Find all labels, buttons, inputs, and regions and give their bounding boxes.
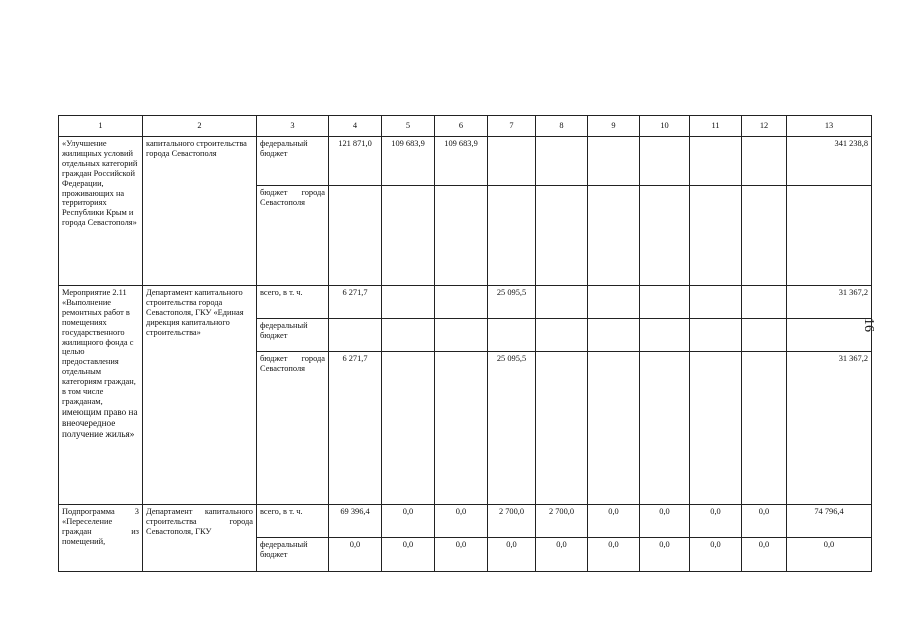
- column-header: 12: [742, 116, 787, 137]
- value-cell: 0,0: [382, 538, 435, 572]
- value-cell: 0,0: [640, 538, 690, 572]
- column-header: 3: [257, 116, 329, 137]
- budget-table: [58, 115, 872, 572]
- column-header: 8: [536, 116, 588, 137]
- value-cell: 0,0: [690, 505, 742, 538]
- value-cell: [382, 352, 435, 505]
- column-header: 13: [787, 116, 872, 137]
- table-row: [59, 137, 872, 186]
- value-cell: [588, 137, 640, 186]
- value-cell: [536, 137, 588, 186]
- value-cell: [640, 352, 690, 505]
- value-cell: 25 095,5: [488, 352, 536, 505]
- total-cell: [787, 319, 872, 352]
- total-cell: 341 238,8: [787, 137, 872, 186]
- value-cell: [690, 186, 742, 286]
- value-cell: [640, 137, 690, 186]
- column-header: 4: [329, 116, 382, 137]
- column-header: 5: [382, 116, 435, 137]
- value-cell: 2 700,0: [536, 505, 588, 538]
- value-cell: [536, 352, 588, 505]
- value-cell: [742, 286, 787, 319]
- value-cell: [742, 352, 787, 505]
- measure-name-cell: Подпрограмма 3 «Переселение граждан из помещений,: [59, 505, 143, 572]
- value-cell: 0,0: [588, 538, 640, 572]
- executor-cell: капитального строительства города Севастополя: [143, 137, 257, 286]
- value-cell: [435, 186, 488, 286]
- total-cell: 74 796,4: [787, 505, 872, 538]
- value-cell: [588, 352, 640, 505]
- column-header: 9: [588, 116, 640, 137]
- value-cell: 25 095,5: [488, 286, 536, 319]
- value-cell: [435, 319, 488, 352]
- value-cell: [329, 186, 382, 286]
- funding-source-cell: федеральный бюджет: [257, 137, 329, 186]
- value-cell: [488, 186, 536, 286]
- value-cell: 0,0: [488, 538, 536, 572]
- value-cell: [640, 286, 690, 319]
- value-cell: 0,0: [588, 505, 640, 538]
- value-cell: 6 271,7: [329, 352, 382, 505]
- value-cell: 0,0: [640, 505, 690, 538]
- value-cell: [588, 319, 640, 352]
- funding-source-cell: бюджет города Севастополя: [257, 186, 329, 286]
- value-cell: 109 683,9: [435, 137, 488, 186]
- funding-source-cell: бюджет города Севастополя: [257, 352, 329, 505]
- value-cell: [640, 186, 690, 286]
- value-cell: 0,0: [742, 538, 787, 572]
- value-cell: [690, 319, 742, 352]
- measure-name-text-tail: имеющим право на внеочередное получение жилья»: [62, 406, 138, 439]
- value-cell: [536, 286, 588, 319]
- value-cell: [488, 319, 536, 352]
- value-cell: [640, 319, 690, 352]
- value-cell: 0,0: [329, 538, 382, 572]
- value-cell: [329, 319, 382, 352]
- value-cell: [382, 286, 435, 319]
- measure-name-text: Мероприятие 2.11 «Выполнение ремонтных работ в помещениях государственного жилищного фонда с целью предоставления отдельным категориям граждан, в том числе гражданам,: [62, 288, 136, 406]
- table-row: [59, 505, 872, 538]
- value-cell: 6 271,7: [329, 286, 382, 319]
- value-cell: [690, 352, 742, 505]
- value-cell: [536, 319, 588, 352]
- column-header: 11: [690, 116, 742, 137]
- column-header: 2: [143, 116, 257, 137]
- total-cell: 0,0: [787, 538, 872, 572]
- value-cell: [588, 186, 640, 286]
- value-cell: 121 871,0: [329, 137, 382, 186]
- column-header: 10: [640, 116, 690, 137]
- executor-cell: Департамент капитального строительства города Севастополя, ГКУ: [143, 505, 257, 572]
- executor-cell: Департамент капитального строительства города Севастополя, ГКУ «Единая дирекция капитального строительства»: [143, 286, 257, 505]
- value-cell: [488, 137, 536, 186]
- table-header-row: [59, 116, 872, 137]
- value-cell: 0,0: [435, 538, 488, 572]
- column-header: 1: [59, 116, 143, 137]
- value-cell: 69 396,4: [329, 505, 382, 538]
- value-cell: [588, 286, 640, 319]
- measure-name-cell: «Улучшение жилищных условий отдельных категорий граждан Российской Федерации, проживающих на территориях Республики Крым и города Севастополя»: [59, 137, 143, 286]
- value-cell: 0,0: [382, 505, 435, 538]
- value-cell: [536, 186, 588, 286]
- value-cell: 0,0: [690, 538, 742, 572]
- value-cell: [435, 352, 488, 505]
- column-header: 7: [488, 116, 536, 137]
- funding-source-cell: всего, в т. ч.: [257, 286, 329, 319]
- column-header: 6: [435, 116, 488, 137]
- value-cell: 2 700,0: [488, 505, 536, 538]
- funding-source-cell: всего, в т. ч.: [257, 505, 329, 538]
- value-cell: 0,0: [435, 505, 488, 538]
- measure-name-cell: [59, 286, 143, 505]
- page-number: 16: [861, 318, 876, 332]
- value-cell: [742, 319, 787, 352]
- value-cell: [435, 286, 488, 319]
- value-cell: [690, 286, 742, 319]
- value-cell: [742, 186, 787, 286]
- value-cell: [382, 186, 435, 286]
- total-cell: [787, 186, 872, 286]
- funding-source-cell: федеральный бюджет: [257, 319, 329, 352]
- value-cell: [690, 137, 742, 186]
- value-cell: [742, 137, 787, 186]
- table-row: [59, 286, 872, 319]
- value-cell: 0,0: [536, 538, 588, 572]
- value-cell: 109 683,9: [382, 137, 435, 186]
- total-cell: 31 367,2: [787, 352, 872, 505]
- value-cell: [382, 319, 435, 352]
- funding-source-cell: федеральный бюджет: [257, 538, 329, 572]
- value-cell: 0,0: [742, 505, 787, 538]
- total-cell: 31 367,2: [787, 286, 872, 319]
